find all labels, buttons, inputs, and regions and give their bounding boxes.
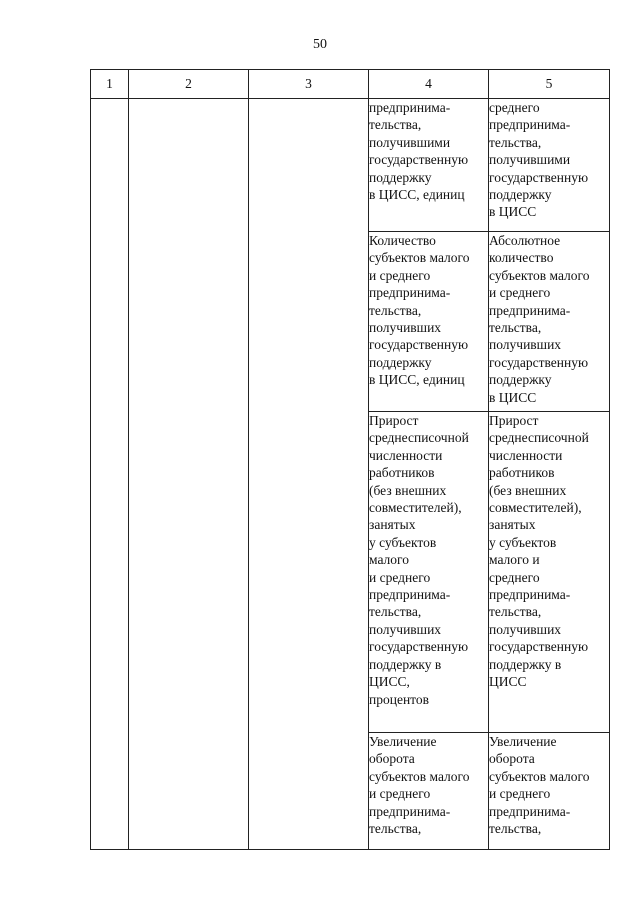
table-row — [91, 99, 610, 232]
cell-text-line: в ЦИСС, единиц — [369, 187, 465, 203]
cell-col-4 — [369, 412, 489, 733]
cell-text-line: среднесписочной — [489, 430, 589, 446]
cell-text-line: субъектов малого — [489, 768, 590, 784]
cell-text-line: ЦИСС, — [369, 674, 410, 690]
cell-text-line: среднего — [489, 569, 540, 585]
cell-col-5 — [489, 232, 610, 412]
cell-text-line: малого — [369, 552, 409, 568]
cell-text-line: Абсолютное — [489, 233, 561, 248]
table-header-row — [91, 70, 610, 99]
cell-col-1 — [91, 99, 129, 850]
cell-text-line: получившими — [489, 152, 571, 168]
document-table — [90, 69, 610, 850]
cell-text-line: тельства, — [369, 117, 422, 133]
cell-text-line: получивших — [489, 337, 562, 353]
page-number: 50 — [313, 37, 327, 52]
cell-text-line: занятых — [489, 517, 536, 533]
cell-text-line: поддержку в — [369, 656, 442, 672]
cell-text-line: Увеличение — [369, 734, 437, 749]
cell-text-line: получившими — [369, 134, 451, 150]
cell-text-line: среднего — [489, 100, 540, 115]
cell-text-line: государственную — [369, 639, 469, 655]
cell-text-line: предпринима- — [369, 100, 451, 115]
cell-text-line: оборота — [369, 751, 415, 767]
cell-col-5 — [489, 412, 610, 733]
cell-text-line: предпринима- — [489, 302, 571, 318]
cell-text-line: государственную — [369, 337, 469, 353]
cell-text-line: совместителей), — [489, 500, 582, 516]
header-col-3: 3 — [249, 70, 369, 99]
cell-text-line: тельства, — [489, 604, 542, 620]
cell-text-line: поддержку — [369, 169, 432, 185]
cell-col-4 — [369, 232, 489, 412]
cell-text-line: Прирост — [369, 413, 419, 428]
cell-text-line: государственную — [369, 152, 469, 168]
cell-text-line: Прирост — [489, 413, 539, 428]
header-col-5: 5 — [489, 70, 610, 99]
cell-text-line: субъектов малого — [489, 267, 590, 283]
cell-text-line: в ЦИСС, единиц — [369, 372, 465, 388]
cell-text-line: у субъектов — [369, 534, 437, 550]
cell-text-line: Увеличение — [489, 734, 557, 749]
cell-text-line: предпринима- — [369, 803, 451, 819]
cell-text-line: малого и — [489, 552, 540, 568]
cell-text-line: процентов — [369, 691, 430, 707]
cell-text-line: предпринима- — [489, 587, 571, 603]
cell-text-line: поддержку в — [489, 656, 562, 672]
cell-text-line: предпринима- — [369, 285, 451, 301]
cell-text-line: получивших — [369, 320, 442, 336]
cell-text-line: получивших — [369, 621, 442, 637]
cell-text-line: в ЦИСС — [489, 204, 537, 220]
cell-text-line: тельства, — [369, 821, 422, 837]
cell-text-line: предпринима- — [489, 117, 571, 133]
cell-text-line: государственную — [489, 354, 589, 370]
cell-text-line: и среднего — [369, 267, 431, 283]
cell-text-line: предпринима- — [369, 587, 451, 603]
cell-text-line: среднесписочной — [369, 430, 469, 446]
cell-text-line: количество — [489, 250, 554, 266]
cell-text-line: у субъектов — [489, 534, 557, 550]
cell-text-line: государственную — [489, 639, 589, 655]
cell-text-line: тельства, — [369, 302, 422, 318]
cell-text-line: численности — [489, 447, 563, 463]
cell-text-line: работников — [489, 465, 555, 481]
cell-text-line: поддержку — [489, 372, 552, 388]
cell-col-4 — [369, 99, 489, 232]
cell-text-line: в ЦИСС — [489, 389, 537, 405]
cell-text-line: Количество — [369, 233, 436, 248]
header-col-1: 1 — [91, 70, 129, 99]
cell-text-line: поддержку — [369, 354, 432, 370]
cell-text-line: тельства, — [489, 320, 542, 336]
cell-text-line: и среднего — [369, 569, 431, 585]
cell-text-line: ЦИСС — [489, 674, 527, 690]
cell-text-line: государственную — [489, 169, 589, 185]
cell-text-line: субъектов малого — [369, 768, 470, 784]
cell-text-line: и среднего — [489, 285, 551, 301]
cell-col-4 — [369, 733, 489, 850]
cell-text-line: тельства, — [489, 134, 542, 150]
header-col-4: 4 — [369, 70, 489, 99]
cell-text-line: тельства, — [489, 821, 542, 837]
cell-col-5 — [489, 99, 610, 232]
cell-col-3 — [249, 99, 369, 850]
cell-text-line: поддержку — [489, 187, 552, 203]
cell-text-line: получивших — [489, 621, 562, 637]
cell-text-line: предпринима- — [489, 803, 571, 819]
cell-text-line: (без внешних — [369, 482, 447, 498]
table-body — [91, 99, 610, 850]
cell-col-5 — [489, 733, 610, 850]
cell-text-line: оборота — [489, 751, 535, 767]
cell-text-line: субъектов малого — [369, 250, 470, 266]
cell-text-line: и среднего — [369, 786, 431, 802]
cell-text-line: совместителей), — [369, 500, 462, 516]
cell-text-line: (без внешних — [489, 482, 567, 498]
cell-text-line: тельства, — [369, 604, 422, 620]
cell-text-line: занятых — [369, 517, 416, 533]
cell-col-2 — [129, 99, 249, 850]
cell-text-line: численности — [369, 447, 443, 463]
cell-text-line: и среднего — [489, 786, 551, 802]
cell-text-line: работников — [369, 465, 435, 481]
header-col-2: 2 — [129, 70, 249, 99]
